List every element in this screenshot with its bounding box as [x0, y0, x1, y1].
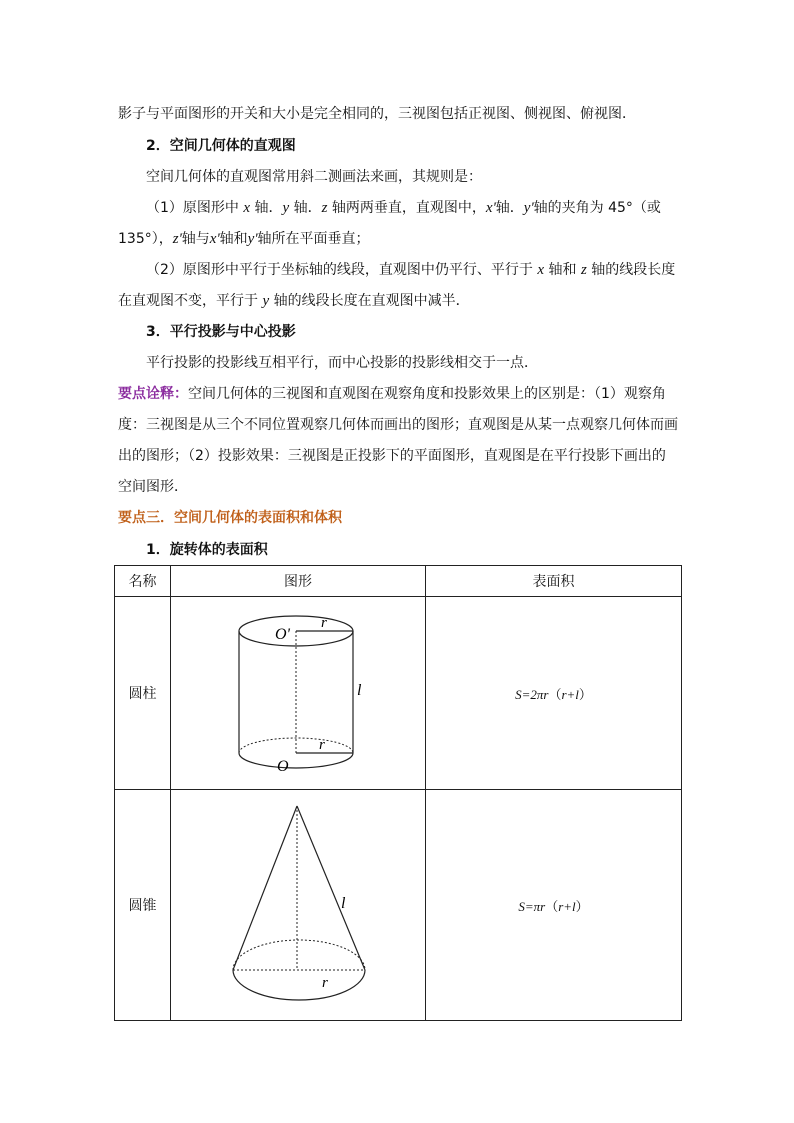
rule-1-line-2: 135°），z'轴与x'轴和y'轴所在平面垂直； — [118, 231, 370, 247]
cone-formula: S=πr（r+l） — [426, 790, 682, 1021]
cylinder-label-bottom-center: O — [277, 758, 289, 775]
table-row-cylinder — [115, 597, 682, 790]
note-line-2: 度：三视图是从三个不同位置观察几何体而画出的图形；直观图是从某一点观察几何体而画 — [118, 417, 678, 433]
cylinder-label-bottom-r: r — [319, 737, 325, 753]
cylinder-label-top-center: O' — [275, 626, 290, 643]
cone-label-slant: l — [341, 895, 346, 912]
paragraph-1: 影子与平面图形的开关和大小是完全相同的，三视图包括正视图、侧视图、俯视图． — [118, 106, 636, 122]
cylinder-diagram — [171, 597, 426, 785]
rule-1-line-1: （1）原图形中 x 轴．y 轴．z 轴两两垂直，直观图中，x'轴．y'轴的夹角为 45°（或 — [146, 200, 661, 216]
cylinder-label-side: l — [357, 682, 362, 699]
table-header-row — [115, 566, 682, 597]
paragraph-3: 平行投影的投影线互相平行，而中心投影的投影线相交于一点． — [146, 355, 538, 371]
note-label: 要点诠释： — [118, 386, 188, 402]
cylinder-figure-cell — [171, 597, 426, 790]
note-line-3: 出的图形；（2）投影效果：三视图是正投影下的平面图形，直观图是在平行投影下画出的 — [118, 448, 666, 464]
heading-surface-area: 1．旋转体的表面积 — [146, 542, 268, 558]
cylinder-label-top-r: r — [321, 615, 327, 631]
cone-name: 圆锥 — [115, 790, 171, 1021]
table-row-cone — [115, 790, 682, 1021]
surface-area-table — [114, 565, 682, 1021]
note-line-1: 要点诠释：空间几何体的三视图和直观图在观察角度和投影效果上的区别是：（1）观察角 — [118, 386, 666, 402]
table-header-area: 表面积 — [426, 566, 682, 597]
section-heading: 要点三．空间几何体的表面积和体积 — [118, 510, 342, 526]
rule-2-line-1: （2）原图形中平行于坐标轴的线段，直观图中仍平行、平行于 x 轴和 z 轴的线段长度 — [146, 262, 676, 278]
cylinder-formula: S=2πr（r+l） — [426, 597, 682, 790]
table-header-name: 名称 — [115, 566, 171, 597]
rule-2-line-2: 在直观图不变，平行于 y 轴的线段长度在直观图中减半． — [118, 293, 470, 309]
heading-projection: 3．平行投影与中心投影 — [146, 324, 296, 340]
table-header-figure: 图形 — [171, 566, 426, 597]
note-line-4: 空间图形． — [118, 479, 188, 495]
heading-intuitive-view: 2．空间几何体的直观图 — [146, 138, 296, 154]
cone-figure-cell — [171, 790, 426, 1021]
cone-label-base-r: r — [322, 975, 328, 991]
cone-diagram — [171, 790, 426, 1016]
paragraph-2: 空间几何体的直观图常用斜二测画法来画，其规则是： — [146, 169, 482, 185]
cylinder-name: 圆柱 — [115, 597, 171, 790]
